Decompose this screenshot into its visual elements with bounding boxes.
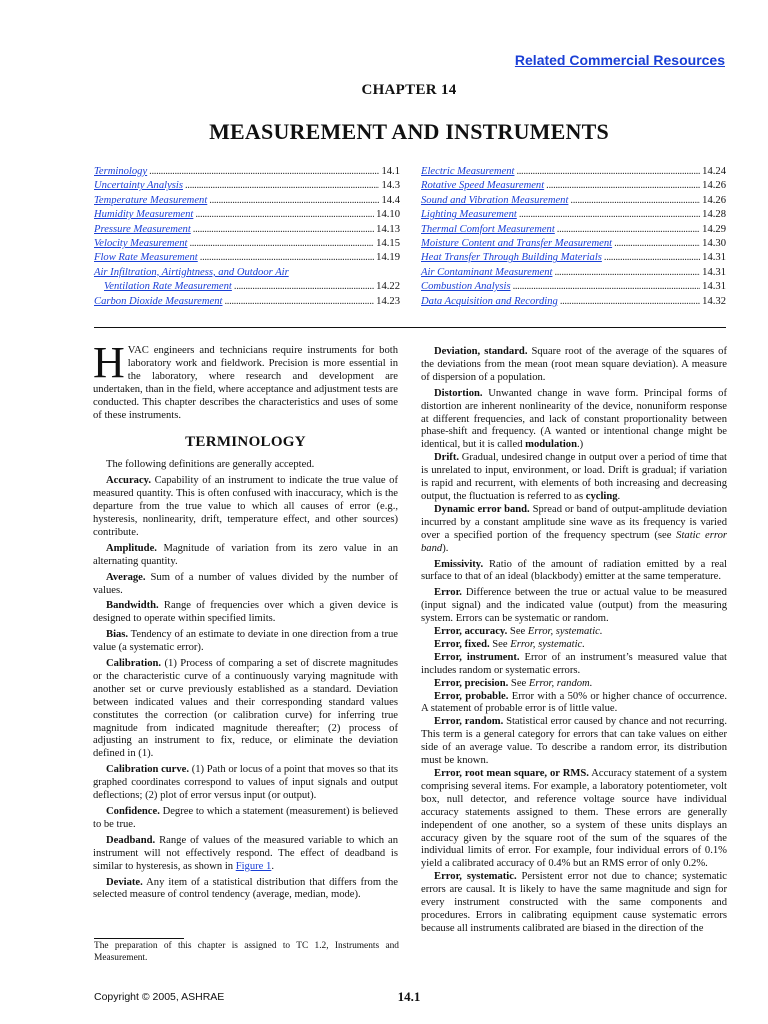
definition-term: Error, precision.	[434, 677, 509, 689]
divider-rule	[94, 327, 726, 328]
toc-link[interactable]: Thermal Comfort Measurement	[421, 223, 555, 235]
toc-leader	[149, 165, 379, 179]
toc-item[interactable]	[421, 165, 726, 179]
toc-page: 14.32	[702, 295, 726, 307]
definition-text: Persistent error not due to chance; systematic errors are causal. It is likely to have the same magnitude and sign for every instrument constructed with the same components and procedures. Errors in calibrating equipment cause systematic errors because all instruments calibrated are biased in the direction of the	[421, 871, 727, 934]
toc-page: 14.30	[702, 238, 726, 250]
definition-term: Error.	[434, 587, 462, 599]
toc-item[interactable]	[94, 237, 400, 251]
toc-leader	[546, 179, 700, 193]
definition-paragraph	[421, 587, 727, 626]
toc-leader	[224, 295, 374, 309]
toc-leader	[193, 223, 374, 237]
toc-page: 14.26	[702, 180, 726, 192]
definition-text: .	[617, 490, 621, 502]
definition-term: Confidence.	[106, 806, 160, 817]
definition-paragraph	[93, 475, 398, 540]
intro-paragraph	[93, 338, 398, 422]
definition-text: Statistical error caused by chance and not recurring. This term is a general category for errors that can take values on either side of an average value. To describe a random error, its distribution must be known.	[421, 716, 727, 767]
toc-leader	[209, 194, 379, 208]
definition-paragraph	[421, 346, 727, 385]
definition-text: Range of values of the measured variable to which an instrument will not effectively respond. The effect of deadband is similar to hysteresis, as shown in	[93, 834, 399, 872]
toc-page: 14.15	[376, 238, 400, 250]
toc-leader	[570, 194, 700, 208]
definition-text: Error with a 50% or higher chance of occurrence. A statement of probable error is of little value.	[421, 690, 727, 715]
section-heading: TERMINOLOGY	[185, 434, 306, 451]
toc-item[interactable]	[94, 179, 400, 193]
toc-leader	[604, 251, 700, 265]
toc-link[interactable]: Combustion Analysis	[421, 281, 511, 293]
figure-link[interactable]: Figure 1	[235, 860, 272, 872]
toc-page: 14.31	[702, 266, 726, 278]
definition-reference: Error, systematic.	[527, 626, 603, 638]
toc-leader	[519, 208, 700, 222]
definition-paragraph	[421, 639, 727, 652]
definition-term: Emissivity.	[434, 558, 484, 570]
toc-item[interactable]	[421, 179, 726, 193]
toc-link[interactable]: Uncertainty Analysis	[94, 180, 183, 192]
definition-text: Difference between the true or actual value to be measured (input signal) and the indicated value (output) from the measuring system. Errors can be systematic or random.	[421, 587, 727, 625]
toc-page: 14.29	[702, 223, 726, 235]
definition-text: Any item of a statistical distribution that differs from the selected measure of control tendency (average, median, mode).	[93, 876, 398, 901]
definition-paragraph	[421, 652, 727, 678]
toc-leader	[195, 208, 374, 222]
toc-link[interactable]: Lighting Measurement	[421, 209, 517, 221]
terminology-lead: The following definitions are generally accepted.	[106, 459, 315, 471]
toc-item[interactable]	[421, 280, 726, 294]
definition-text: Error of an instrument’s measured value that includes random or systematic errors.	[421, 651, 727, 676]
toc-leader	[557, 223, 700, 237]
definition-term: Bias.	[106, 629, 129, 641]
toc-item[interactable]	[421, 237, 726, 251]
toc-item[interactable]	[421, 295, 726, 309]
definition-reference: Error, systematic.	[510, 638, 585, 650]
definition-text: ).	[442, 542, 449, 554]
toc-item[interactable]	[94, 223, 400, 237]
toc-link[interactable]: Rotative Speed Measurement	[421, 180, 545, 192]
toc-page: 14.4	[381, 194, 400, 206]
definition-text: Gradual, undesired change in output over a period of time that is unrelated to input, environment, or load. Drift is gradual; if variation is rapid and recurrent, with elements of both increasing and decreasing output, the fluctuation is referred to as	[421, 452, 727, 502]
definition-term: Error, probable.	[434, 690, 509, 702]
definition-paragraph	[421, 452, 727, 504]
definition-text: (1) Process of comparing a set of discrete magnitudes or the characteristic curve of a continuously varying magnitude with another set or curve previously established as a standard. Deviation between indicated values and their corresponding standard values constitutes the correction (or calibration curve) for inferring true magnitude from indicated magnitude thereafter; (2) process of adjusting an instrument to fix, reduce, or eliminate the deviation defined in (1).	[93, 658, 398, 760]
definition-paragraph	[93, 543, 398, 569]
toc-page: 14.3	[381, 180, 400, 192]
definition-text: Accuracy statement of a system comprising several items. For example, a laboratory potentiometer, volt box, null detector, and reference voltage source have individual accuracy statements assigned to them. These errors are generally independent of one another, so a system of these units displays an accuracy given by the square root of the sum of the squares of the individual limits of error. For example, four individual errors of 0.1% yield a calibrated accuracy of 0.4% but an RMS error of only 0.2%.	[421, 768, 727, 870]
toc-leader	[560, 295, 700, 309]
toc-item[interactable]	[421, 251, 726, 265]
definition-paragraph	[421, 388, 727, 453]
definition-paragraph	[421, 626, 727, 639]
definition-term: Distortion.	[434, 387, 483, 399]
page-number: 14.1	[397, 989, 421, 1004]
toc-link[interactable]: Pressure Measurement	[94, 223, 191, 235]
toc-link[interactable]: Flow Rate Measurement	[94, 252, 198, 264]
definition-term: Amplitude.	[106, 542, 157, 554]
toc-leader	[200, 251, 374, 265]
toc-link[interactable]: Sound and Vibration Measurement	[421, 194, 569, 206]
toc-link[interactable]: Air Infiltration, Airtightness, and Outdoor Air	[94, 266, 289, 278]
toc-page: 14.19	[376, 252, 400, 264]
copyright-notice: Copyright © 2005, ASHRAE	[94, 991, 225, 1003]
definition-paragraph	[421, 716, 727, 768]
definition-term: Deviation, standard.	[434, 346, 528, 357]
toc-leader	[516, 165, 700, 179]
definition-text: Spread or band of output-amplitude deviation incurred by a constant amplitude sine wave as its frequency is varied over a specified portion of the frequency spectrum (see	[421, 503, 727, 541]
definition-emphasis: modulation	[525, 439, 577, 451]
definition-term: Bandwidth.	[106, 600, 159, 612]
definition-reference: Error, random.	[528, 677, 593, 689]
definition-term: Average.	[106, 571, 146, 583]
toc-page: 14.28	[702, 209, 726, 221]
definition-reference: Static error band	[421, 529, 728, 554]
toc-leader	[189, 237, 374, 251]
toc-right-column	[421, 165, 726, 309]
definition-term: Calibration.	[106, 658, 162, 670]
definition-text: Magnitude of variation from its zero value in an alternating quantity.	[93, 542, 398, 567]
definition-paragraph	[421, 559, 727, 585]
definition-paragraph	[93, 572, 398, 598]
toc-item[interactable]	[421, 266, 726, 280]
definition-term: Accuracy.	[106, 475, 152, 487]
footnote: The preparation of this chapter is assigned to TC 1.2, Instruments and Measurement.	[94, 941, 399, 963]
toc-item[interactable]	[94, 295, 400, 309]
definition-text: Unwanted change in wave form. Principal forms of distortion are inherent nonlinearity of the device, nonuniform response at different frequencies, and lack of constant proportionality between phase-shift and frequency. (A wanted or intentional change might be identical, but it is called	[421, 387, 727, 451]
toc-page: 14.22	[376, 281, 400, 293]
toc-link[interactable]: Electric Measurement	[421, 166, 515, 177]
definition-paragraph	[421, 678, 727, 691]
toc-link[interactable]: Humidity Measurement	[94, 209, 194, 221]
definition-text: Range of frequencies over which a given device is designed to operate within specified limits.	[93, 600, 398, 625]
intro-text: VAC engineers and technicians require instruments for both laboratory work and fieldwork. Precision is more essential in the laboratory, where research and development are undertaken, than in the field, where acceptance and adjustment tests are conducted. This chapter describes the characteristics and uses of some of these instruments.	[93, 345, 398, 421]
definition-paragraph	[421, 504, 727, 556]
toc-link[interactable]: Carbon Dioxide Measurement	[94, 295, 223, 307]
toc-item[interactable]	[421, 208, 726, 222]
toc-link[interactable]: Data Acquisition and Recording	[421, 295, 558, 307]
footnote-rule	[94, 938, 184, 939]
definition-paragraph	[421, 768, 727, 871]
definition-term: Error, fixed.	[434, 638, 490, 650]
definition-text: Capability of an instrument to indicate the true value of measured quantity. This is often confused with inaccuracy, which is the departure from the true value to which all causes of error (e.g., hysteresis, nonlinearity, drift, temperature effect, and other sources) contribute.	[93, 475, 398, 538]
toc-link[interactable]: Air Contaminant Measurement	[421, 266, 553, 278]
definition-paragraph	[93, 600, 398, 626]
related-commercial-resources-link[interactable]: Related Commercial Resources	[514, 52, 725, 68]
toc-link[interactable]: Ventilation Rate Measurement	[104, 281, 232, 293]
toc-page: 14.31	[702, 281, 726, 293]
definition-text: .	[271, 860, 274, 872]
toc-item[interactable]	[421, 223, 726, 237]
definition-term: Deadband.	[106, 834, 156, 846]
definition-text: See	[510, 677, 527, 689]
definition-paragraph	[93, 764, 398, 803]
definition-text: .)	[576, 439, 584, 451]
definition-paragraph	[421, 871, 727, 936]
toc-page: 14.13	[376, 223, 400, 235]
definition-paragraph	[421, 691, 727, 717]
definition-paragraph	[93, 658, 398, 761]
toc-leader	[185, 179, 379, 193]
definition-term: Calibration curve.	[106, 764, 190, 776]
definition-term: Error, systematic.	[434, 871, 517, 883]
definition-text: See	[492, 638, 508, 650]
definition-term: Error, accuracy.	[434, 626, 508, 638]
definition-text: See	[509, 626, 526, 638]
toc-page: 14.24	[702, 166, 726, 177]
toc-item[interactable]	[94, 280, 400, 294]
toc-item[interactable]	[94, 194, 400, 208]
toc-leader	[554, 266, 700, 280]
definition-text: Tendency of an estimate to deviate in one direction from a true value (a systematic error).	[93, 629, 398, 654]
toc-page: 14.31	[702, 252, 726, 264]
toc-item[interactable]	[94, 266, 400, 280]
toc-left-column	[94, 165, 400, 309]
toc-leader	[614, 237, 700, 251]
definition-term: Dynamic error band.	[434, 503, 530, 515]
definition-text: (1) Path or locus of a point that moves so that its graphed coordinates correspond to values of input signals and output deflections; (2) plot of error versus input (or output).	[93, 764, 398, 802]
toc-leader	[234, 280, 374, 294]
definition-text: Square root of the average of the squares of the deviations from the mean (root mean square deviation). A measure of dispersion of a population.	[421, 346, 727, 383]
definition-text: Degree to which a statement (measurement) is believed to be true.	[93, 806, 399, 830]
toc-page: 14.10	[376, 209, 400, 221]
definition-term: Error, instrument.	[434, 651, 520, 663]
body-left-column	[93, 338, 399, 902]
toc-item[interactable]	[421, 194, 726, 208]
toc-link[interactable]: Terminology	[94, 166, 148, 177]
definition-term: Error, random.	[434, 716, 504, 728]
definition-text: Sum of a number of values divided by the number of values.	[93, 571, 398, 596]
toc-page: 14.1	[381, 166, 400, 177]
definition-paragraph	[93, 835, 398, 874]
toc-link[interactable]: Temperature Measurement	[94, 194, 208, 206]
drop-cap: H	[93, 338, 125, 387]
toc-leader	[513, 280, 701, 294]
body-right-column	[421, 346, 727, 936]
toc-link[interactable]: Velocity Measurement	[94, 238, 188, 250]
toc-link[interactable]: Heat Transfer Through Building Materials	[421, 252, 602, 264]
definition-term: Deviate.	[106, 876, 143, 888]
definition-paragraph	[93, 806, 398, 832]
definition-emphasis: cycling	[585, 490, 618, 502]
definition-paragraph	[93, 877, 398, 903]
definition-term: Drift.	[434, 452, 459, 464]
toc-item[interactable]	[94, 251, 400, 265]
toc-page: 14.26	[702, 194, 726, 206]
chapter-title: MEASUREMENT AND INSTRUMENTS	[209, 119, 609, 144]
chapter-number: CHAPTER 14	[361, 82, 457, 98]
definition-paragraph	[93, 629, 398, 655]
toc-page: 14.23	[376, 295, 400, 307]
toc-item[interactable]	[94, 165, 400, 179]
toc-item[interactable]	[94, 208, 400, 222]
definition-term: Error, root mean square, or RMS.	[434, 768, 589, 779]
definition-text: Ratio of the amount of radiation emitted by a real surface to that of an ideal (blackbody) emitter at the same temperature.	[421, 558, 727, 583]
toc-link[interactable]: Moisture Content and Transfer Measurement	[421, 238, 613, 250]
